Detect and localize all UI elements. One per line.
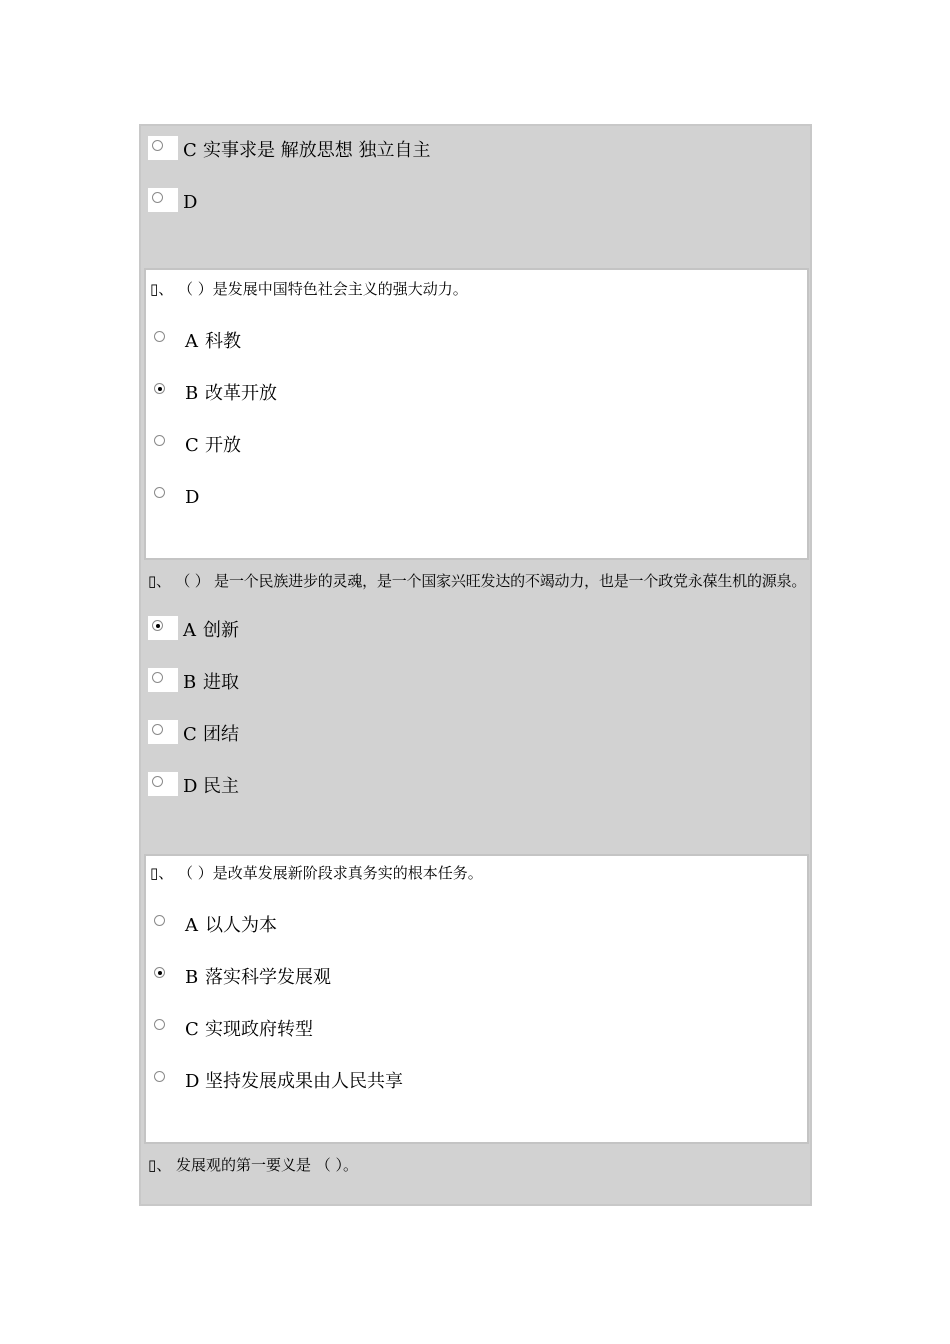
option-label: A 创新 bbox=[183, 620, 239, 641]
radio-button[interactable] bbox=[148, 668, 178, 692]
option-label: C 实事求是 解放思想 独立自主 bbox=[183, 140, 431, 161]
option-label: D bbox=[185, 487, 200, 508]
radio-button[interactable] bbox=[148, 136, 178, 160]
question-block-3 bbox=[144, 560, 809, 854]
radio-button[interactable] bbox=[148, 720, 178, 744]
option-label: B 落实科学发展观 bbox=[185, 967, 331, 988]
radio-button-selected[interactable] bbox=[150, 379, 180, 403]
radio-button-selected[interactable] bbox=[148, 616, 178, 640]
radio-button[interactable] bbox=[150, 327, 180, 351]
radio-button[interactable] bbox=[148, 188, 178, 212]
option-label: A 以人为本 bbox=[185, 915, 277, 936]
radio-button[interactable] bbox=[150, 483, 180, 507]
question-block-2 bbox=[144, 268, 809, 560]
quiz-panel bbox=[139, 124, 812, 1206]
question-block-1 bbox=[144, 126, 809, 268]
question-text: ▯、 发展观的第一要义是 （ ）。 bbox=[148, 1156, 359, 1174]
radio-button[interactable] bbox=[150, 431, 180, 455]
question-block-4 bbox=[144, 854, 809, 1144]
radio-button[interactable] bbox=[148, 772, 178, 796]
radio-button-selected[interactable] bbox=[150, 963, 180, 987]
radio-button[interactable] bbox=[150, 1067, 180, 1091]
option-label: D 民主 bbox=[183, 776, 239, 797]
radio-button[interactable] bbox=[150, 1015, 180, 1039]
option-label: C 团结 bbox=[183, 724, 239, 745]
question-text: ▯、 （ ） 是一个民族进步的灵魂，是一个国家兴旺发达的不竭动力，也是一个政党永葆生机的源泉。 bbox=[148, 572, 807, 590]
option-label: D 坚持发展成果由人民共享 bbox=[185, 1071, 403, 1092]
option-label: B 进取 bbox=[183, 672, 239, 693]
option-label: D bbox=[183, 192, 198, 213]
question-text: ▯、 （ ）是发展中国特色社会主义的强大动力。 bbox=[150, 280, 468, 298]
option-label: C 实现政府转型 bbox=[185, 1019, 313, 1040]
question-block-5 bbox=[144, 1144, 809, 1204]
radio-button[interactable] bbox=[150, 911, 180, 935]
option-label: A 科教 bbox=[185, 331, 241, 352]
option-label: C 开放 bbox=[185, 435, 241, 456]
question-text: ▯、 （ ）是改革发展新阶段求真务实的根本任务。 bbox=[150, 864, 483, 882]
option-label: B 改革开放 bbox=[185, 383, 277, 404]
